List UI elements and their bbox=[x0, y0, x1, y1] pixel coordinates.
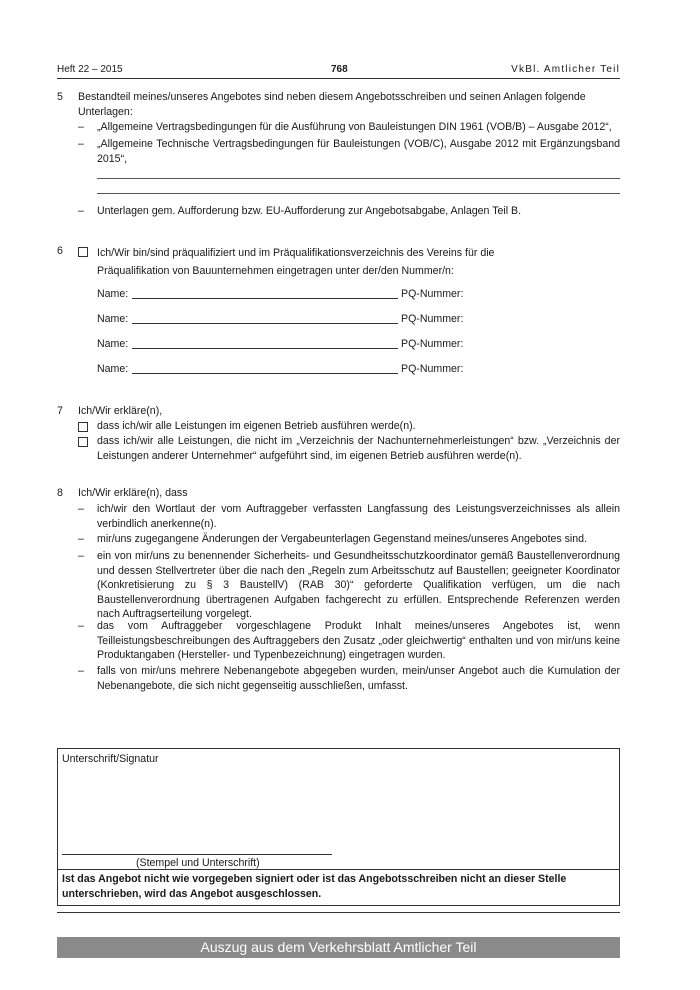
pq-number-label: PQ-Nummer: bbox=[401, 363, 464, 375]
header-issue: Heft 22 – 2015 bbox=[57, 64, 123, 75]
section-8-intro: Ich/Wir erkläre(n), dass bbox=[78, 487, 188, 499]
dash-bullet: – bbox=[78, 533, 84, 545]
name-input-4[interactable] bbox=[132, 373, 398, 374]
dash-bullet: – bbox=[78, 138, 84, 150]
pq-number-label: PQ-Nummer: bbox=[401, 338, 464, 350]
own-business-checkbox[interactable] bbox=[78, 422, 88, 432]
signature-warning: Ist das Angebot nicht wie vorgegeben signiert oder ist das Angebotsschreiben nicht an dieser Stelle unterschrieben, wird das Angebot ausgeschlossen. bbox=[62, 873, 567, 900]
section-8-item-nebenangebote: falls von mir/uns mehrere Nebenangebote abgegeben wurden, mein/unser Angebot auch die Kumulation der Nebenangebote, die sich nicht gegenseitig ausschließen, umfasst. bbox=[97, 665, 620, 692]
section-5-item-vob-b: „Allgemeine Vertragsbedingungen für die Ausführung von Bauleistungen DIN 1961 (VOB/B) – Ausgabe 2012“, bbox=[97, 121, 612, 133]
section-8-item-produkt: das vom Auftraggeber vorgeschlagene Produkt Inhalt meines/unseres Angebotes ist, wenn Teilleistungsbeschreibungen des Auftraggebers den Zusatz „oder gleichwertig“ enthalten und von mir/uns keine Produktangaben (Hersteller- und Typenbezeichnung) eingetragen wurden. bbox=[97, 620, 620, 661]
name-label: Name: bbox=[97, 338, 129, 350]
section-7-option-own-business: dass ich/wir alle Leistungen im eigenen Betrieb ausführen werde(n). bbox=[97, 420, 416, 432]
signature-caption: (Stempel und Unterschrift) bbox=[136, 857, 260, 869]
dash-bullet: – bbox=[78, 503, 84, 515]
section-5-item-vob-c: „Allgemeine Technische Vertragsbedingungen für Bauleistungen (VOB/C), Ausgabe 2012 mit Ergänzungsband 2015“, bbox=[97, 138, 620, 165]
section-8-number: 8 bbox=[57, 487, 63, 499]
header-publication: VkBl. Amtlicher Teil bbox=[511, 64, 620, 75]
dash-bullet: – bbox=[78, 665, 84, 677]
subcontractor-checkbox[interactable] bbox=[78, 437, 88, 447]
section-8-item-aenderungen: mir/uns zugegangene Änderungen der Vergabeunterlagen Gegenstand meines/unseres Angebotes sind. bbox=[97, 533, 588, 545]
signature-title: Unterschrift/Signatur bbox=[62, 753, 159, 765]
name-label: Name: bbox=[97, 313, 129, 325]
section-5-intro-line2: Unterlagen: bbox=[78, 105, 133, 118]
bottom-rule bbox=[57, 912, 620, 913]
section-7-intro: Ich/Wir erkläre(n), bbox=[78, 405, 163, 417]
blank-entry-line[interactable] bbox=[97, 193, 620, 194]
signature-line[interactable] bbox=[62, 854, 332, 855]
pq-number-label: PQ-Nummer: bbox=[401, 313, 464, 325]
header-page-number: 768 bbox=[331, 64, 348, 75]
section-7-option-subcontractor: dass ich/wir alle Leistungen, die nicht im „Verzeichnis der Nachunternehmerleistungen“ bzw. „Verzeichnis der Leistungen anderer Unternehmer“ aufgeführt sind, im eigenen Betrieb ausführen werde(n). bbox=[97, 435, 620, 462]
name-input-2[interactable] bbox=[132, 323, 398, 324]
name-input-3[interactable] bbox=[132, 348, 398, 349]
name-label: Name: bbox=[97, 363, 129, 375]
dash-bullet: – bbox=[78, 121, 84, 133]
footer-banner: Auszug aus dem Verkehrsblatt Amtlicher Teil bbox=[57, 937, 620, 958]
pq-number-label: PQ-Nummer: bbox=[401, 288, 464, 300]
header-rule bbox=[57, 78, 620, 79]
signature-box[interactable] bbox=[57, 748, 620, 906]
dash-bullet: – bbox=[78, 620, 84, 632]
blank-entry-line[interactable] bbox=[97, 178, 620, 179]
name-input-1[interactable] bbox=[132, 298, 398, 299]
section-5-intro-line1: Bestandteil meines/unseres Angebotes sind neben diesem Angebotsschreiben und seinen Anlagen folgende bbox=[78, 91, 586, 103]
section-6-number: 6 bbox=[57, 245, 63, 257]
signature-separator bbox=[58, 869, 619, 870]
prequalified-checkbox[interactable] bbox=[78, 247, 88, 257]
section-7-number: 7 bbox=[57, 405, 63, 417]
section-5-intro bbox=[78, 90, 620, 119]
section-5-item-unterlagen: Unterlagen gem. Aufforderung bzw. EU-Aufforderung zur Angebotsabgabe, Anlagen Teil B. bbox=[97, 205, 522, 217]
section-8-item-langfassung: ich/wir den Wortlaut der vom Auftraggeber verfassten Langfassung des Leistungsverzeichnisses als allein verbindlich anerkenne(n). bbox=[97, 503, 620, 530]
dash-bullet: – bbox=[78, 550, 84, 562]
section-8-item-koordinator: ein von mir/uns zu benennender Sicherheits- und Gesundheitsschutzkoordinator gemäß Baustellenverordnung und dessen Stellvertreter über die nach den „Regeln zum Arbeitsschutz auf Baustellen; geeigneter Koordinator (Konkretisierung zu § 3 BaustellV) (RAB 30)“ geforderte Qualifikation verfügen, um die nach Baustellenverordnung übertragenen Aufgaben fachgerecht zu erfüllen. Entsprechende Referenzen werden nach Auftragserteilung vorgelegt. bbox=[97, 550, 620, 620]
section-6-text: Ich/Wir bin/sind präqualifiziert und im Präqualifikationsverzeichnis des Vereins für die Präqualifikation von Bauunternehmen eingetragen unter der/den Nummer/n: bbox=[97, 247, 495, 277]
dash-bullet: – bbox=[78, 205, 84, 217]
name-label: Name: bbox=[97, 288, 129, 300]
section-5-number: 5 bbox=[57, 91, 63, 103]
